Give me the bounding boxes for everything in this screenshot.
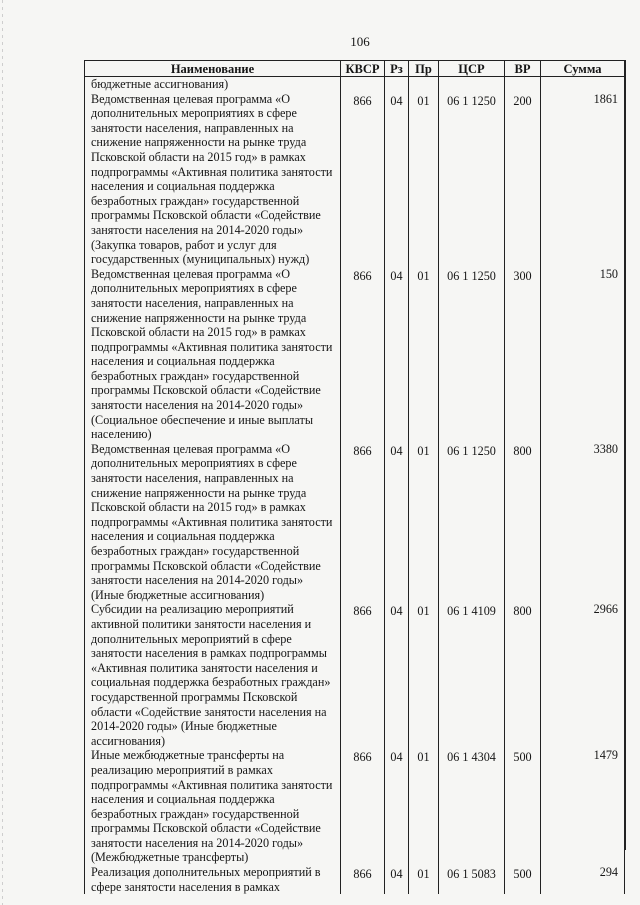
row-vr: 500 bbox=[505, 865, 541, 894]
header-name: Наименование bbox=[85, 61, 341, 77]
row-csr: 06 1 4109 bbox=[439, 602, 505, 748]
header-vr: ВР bbox=[505, 61, 541, 77]
row-pr: 01 bbox=[409, 442, 439, 603]
row-kvsr: 866 bbox=[341, 748, 385, 865]
row-sum: 1479 bbox=[541, 748, 625, 865]
row-name: Ведомственная целевая программа «О дополнительных мероприятиях в сфере занятости населения, направленных на снижение напряженности на рынке труда Псковской области на 2015 год» в рамках подпрограммы «Активная политика занятости населения и социальная поддержка безработных граждан» государственной программы Псковской области «Содействие занятости населения на 2014-2020 годы» (Закупка товаров, работ и услуг для государственных (муниципальных) нужд) bbox=[85, 92, 341, 267]
row-sum: 150 bbox=[541, 267, 625, 442]
row-name: Ведомственная целевая программа «О дополнительных мероприятиях в сфере занятости населения, направленных на снижение напряженности на рынке труда Псковской области на 2015 год» в рамках подпрограммы «Активная политика занятости населения и социальная поддержка безработных граждан» государственной программы Псковской области «Содействие занятости населения на 2014-2020 годы» (Социальное обеспечение и иные выплаты населению) bbox=[85, 267, 341, 442]
row-kvsr: 866 bbox=[341, 602, 385, 748]
row-sum: 3380 bbox=[541, 442, 625, 603]
row-pr: 01 bbox=[409, 865, 439, 894]
row-name: Ведомственная целевая программа «О дополнительных мероприятиях в сфере занятости населения, направленных на снижение напряженности на рынке труда Псковской области на 2015 год» в рамках подпрограммы «Активная политика занятости населения и социальная поддержка безработных граждан» государственной программы Псковской области «Содействие занятости населения на 2014-2020 годы» (Иные бюджетные ассигнования) bbox=[85, 442, 341, 603]
table-row bbox=[85, 92, 625, 267]
row-name: Иные межбюджетные трансферты на реализацию мероприятий в рамках подпрограммы «Активная политика занятости населения и социальная поддержка безработных граждан» государственной программы Псковской области «Содействие занятости населения на 2014-2020 годы» (Межбюджетные трансферты) bbox=[85, 748, 341, 865]
row-csr: 06 1 4304 bbox=[439, 748, 505, 865]
table-header-row bbox=[85, 61, 625, 77]
row-rz: 04 bbox=[385, 442, 409, 603]
table-row bbox=[85, 748, 625, 865]
row-rz: 04 bbox=[385, 267, 409, 442]
row-csr: 06 1 5083 bbox=[439, 865, 505, 894]
header-sum: Сумма bbox=[541, 61, 625, 77]
header-rz: Рз bbox=[385, 61, 409, 77]
row-sum: 2966 bbox=[541, 602, 625, 748]
row-kvsr: 866 bbox=[341, 92, 385, 267]
table-row bbox=[85, 602, 625, 748]
row-csr: 06 1 1250 bbox=[439, 442, 505, 603]
carryover-row bbox=[85, 77, 625, 92]
row-rz: 04 bbox=[385, 602, 409, 748]
row-pr: 01 bbox=[409, 267, 439, 442]
row-csr: 06 1 1250 bbox=[439, 267, 505, 442]
header-kvsr: КВСР bbox=[341, 61, 385, 77]
row-vr: 500 bbox=[505, 748, 541, 865]
row-vr: 800 bbox=[505, 442, 541, 603]
budget-table bbox=[84, 60, 625, 894]
table-row bbox=[85, 267, 625, 442]
row-vr: 200 bbox=[505, 92, 541, 267]
row-sum: 1861 bbox=[541, 92, 625, 267]
row-pr: 01 bbox=[409, 92, 439, 267]
row-kvsr: 866 bbox=[341, 267, 385, 442]
row-rz: 04 bbox=[385, 865, 409, 894]
row-sum: 294 bbox=[541, 865, 625, 894]
table-row bbox=[85, 442, 625, 603]
row-name: Реализация дополнительных мероприятий в сфере занятости населения в рамках bbox=[85, 865, 341, 894]
row-pr: 01 bbox=[409, 748, 439, 865]
scan-edge-artifact bbox=[2, 0, 3, 905]
page-number: 106 bbox=[350, 34, 370, 49]
table-row bbox=[85, 865, 625, 894]
row-vr: 300 bbox=[505, 267, 541, 442]
row-rz: 04 bbox=[385, 92, 409, 267]
row-kvsr: 866 bbox=[341, 865, 385, 894]
carryover-text: бюджетные ассигнования) bbox=[85, 77, 341, 92]
header-pr: Пр bbox=[409, 61, 439, 77]
header-csr: ЦСР bbox=[439, 61, 505, 77]
row-kvsr: 866 bbox=[341, 442, 385, 603]
row-name: Субсидии на реализацию мероприятий активной политики занятости населения и дополнительных мероприятий в сфере занятости населения в рамках подпрограммы «Активная политика занятости населения и социальная поддержка безработных граждан» государственной программы Псковской области «Содействие занятости населения на 2014-2020 годы» (Иные бюджетные ассигнования) bbox=[85, 602, 341, 748]
row-pr: 01 bbox=[409, 602, 439, 748]
row-rz: 04 bbox=[385, 748, 409, 865]
row-vr: 800 bbox=[505, 602, 541, 748]
row-csr: 06 1 1250 bbox=[439, 92, 505, 267]
